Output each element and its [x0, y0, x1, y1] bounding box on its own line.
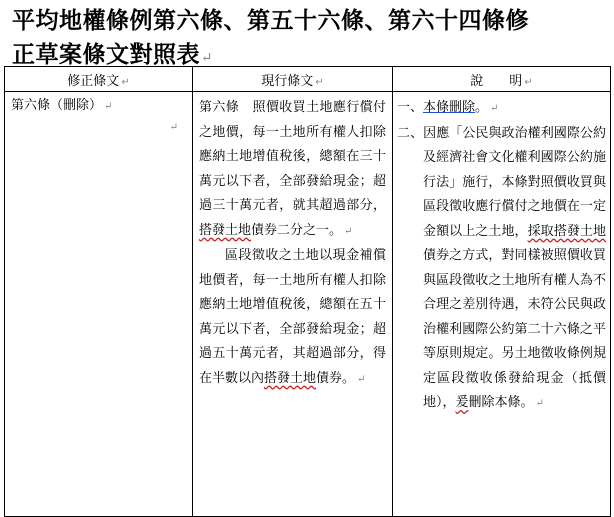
underlined-term: 爰	[455, 395, 469, 410]
underlined-term: 採取搭發土地	[527, 223, 606, 239]
cell-end-mark: ↵	[169, 122, 178, 133]
underlined-term: 搭發土地	[199, 222, 252, 238]
underlined-term: 搭發土地	[264, 370, 317, 386]
header-amended: 修正條文 ↵	[5, 67, 193, 92]
title-line-2: 正草案條文對照表↵	[12, 41, 214, 68]
cell-amended-text	[5, 92, 193, 517]
header-current: 現行條文 ↵	[193, 67, 393, 92]
table-header-row	[5, 67, 611, 92]
cell-current-text	[193, 92, 393, 517]
explanation-item-1: 一、本條刪除。 ↵	[397, 100, 499, 115]
cell-explanation	[393, 92, 611, 517]
current-paragraph-1: 第六條 照價收買土地應行償付之地價，每一土地所有權人扣除應納土地增值稅後，總額在三十萬元以下者，全部發給現金；超過三十萬元者，就其超過部分，搭發土地債券二分之一。 ↵	[199, 100, 386, 238]
title-line-1: 平均地權條例第六條、第五十六條、第六十四條修	[12, 7, 529, 34]
underlined-term: 本條刪除	[423, 100, 476, 115]
header-explanation: 說 明 ↵	[393, 67, 611, 92]
paragraph-mark: ↵	[201, 50, 214, 66]
amended-article-text: 第六條（刪除） ↵	[11, 98, 113, 113]
table-row	[5, 92, 611, 517]
current-paragraph-2: 區段徵收之土地以現金補償地價者，每一土地所有權人扣除應納土地增值稅後，總額在五十萬元以下者，全部發給現金；超過五十萬元者，其超過部分，得在半數以內搭發土地債券。 ↵	[199, 248, 386, 386]
comparison-table	[4, 66, 611, 517]
document-title	[12, 4, 612, 75]
explanation-item-2: 二、因應「公民與政治權利國際公約及經濟社會文化權利國際公約施行法」施行，本條對照價收買與區段徵收應行償付之地價在一定金額以上之土地，採取搭發土地債券之方式，對同樣被照價收買與區段徵收之土地所有權人為不合理之差別待遇，未符公民與政治權利國際公約第二十六條之平等原則規定。另土地徵收條例規定區段徵收係發給現金（抵價地），爰刪除本條。 ↵	[397, 125, 606, 410]
